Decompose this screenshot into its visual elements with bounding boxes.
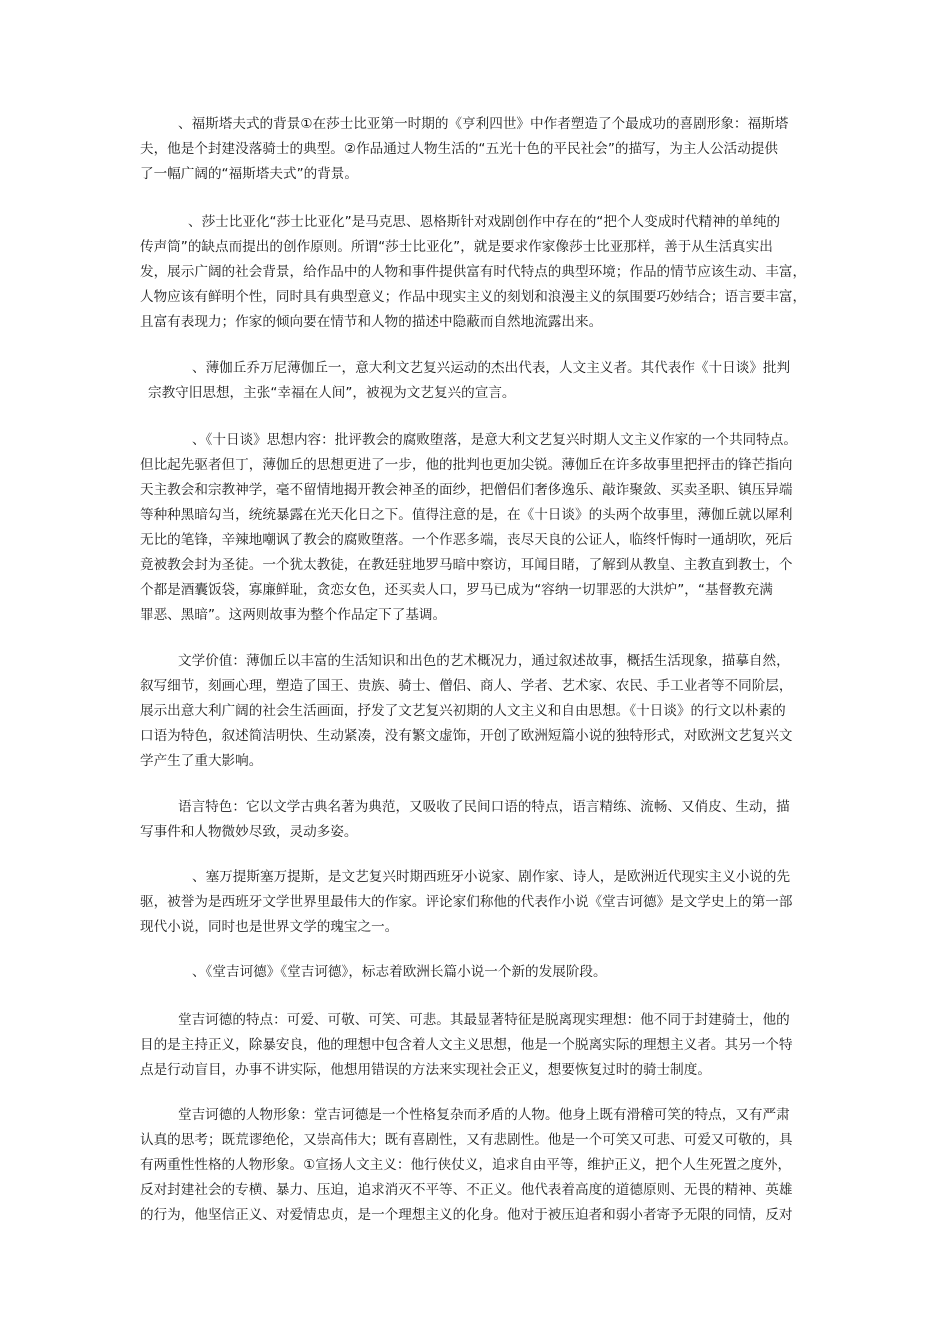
paragraph-literary-value xyxy=(140,649,793,774)
text-line: 个都是酒囊饭袋，寡廉鲜耻，贪恋女色，还买卖人口，罗马已成为“容纳一切罪恶的大洪炉”，“基督教充满 xyxy=(140,582,773,598)
paragraph-quixote-traits xyxy=(140,1008,793,1083)
text-line: 、薄伽丘乔万尼薄伽丘一，意大利文艺复兴运动的杰出代表，人文主义者。其代表作《十日谈》批判 xyxy=(192,360,791,376)
text-line: 夫，他是个封建没落骑士的典型。②作品通过人物生活的“五光十色的平民社会”的描写，为主人公活动提供 xyxy=(140,141,778,157)
text-line: 、塞万提斯塞万提斯，是文艺复兴时期西班牙小说家、剧作家、诗人，是欧洲近代现实主义小说的先 xyxy=(192,869,791,885)
text-line: 人物应该有鲜明个性，同时具有典型意义；作品中现实主义的刻划和浪漫主义的氛围要巧妙结合；语言要丰富， xyxy=(140,289,807,305)
text-line: 堂吉诃德的特点：可爱、可敬、可笑、可悲。其最显著特征是脱离现实理想：他不同于封建骑士，他的 xyxy=(178,1012,790,1028)
text-line: 但比起先驱者但丁，薄伽丘的思想更进了一步，他的批判也更加尖锐。薄伽丘在许多故事里把抨击的锋芒指向 xyxy=(140,457,793,473)
text-line: 传声筒”的缺点而提出的创作原则。所谓“莎士比亚化”，就是要求作家像莎士比亚那样，善于从生活真实出 xyxy=(140,239,773,255)
text-line: 竟被教会封为圣徒。一个犹太教徒，在教廷驻地罗马暗中察访，耳闻目睹，了解到从教皇、主教直到教士，个 xyxy=(140,557,793,573)
text-line: 展示出意大利广阔的社会生活画面，抒发了文艺复兴初期的人文主义和自由思想。《十日谈》的行文以朴素的 xyxy=(140,703,786,719)
text-line: 、《堂吉诃德》《堂吉诃德》，标志着欧洲长篇小说一个新的发展阶段。 xyxy=(192,964,607,980)
text-line: 、《十日谈》思想内容：批评教会的腐败堕落，是意大利文艺复兴时期人文主义作家的一个共同特点。 xyxy=(192,432,797,448)
paragraph-decameron-content xyxy=(140,428,797,628)
paragraph-shakespearization xyxy=(140,210,806,335)
text-line: 语言特色：它以文学古典名著为典范，又吸收了民间口语的特点，语言精练、流畅、又俏皮、生动，描 xyxy=(178,799,790,815)
text-line: 宗教守旧思想，主张“幸福在人间”，被视为文艺复兴的宣言。 xyxy=(148,385,516,401)
text-line: 堂吉诃德的人物形象：堂吉诃德是一个性格复杂而矛盾的人物。他身上既有滑稽可笑的特点，又有严肃 xyxy=(178,1107,790,1123)
text-line: 罪恶、黑暗”。这两则故事为整个作品定下了基调。 xyxy=(140,607,447,623)
text-line: 口语为特色，叙述简洁明快、生动紧凑，没有繁文虚饰，开创了欧洲短篇小说的独特形式，对欧洲文艺复兴文 xyxy=(140,728,793,744)
text-line: 、福斯塔夫式的背景①在莎士比亚第一时期的《亨利四世》中作者塑造了个最成功的喜剧形象：福斯塔 xyxy=(178,116,789,132)
paragraph-cervantes xyxy=(140,865,793,940)
text-line: 现代小说，同时也是世界文学的瑰宝之一。 xyxy=(140,919,399,935)
text-line: 天主教会和宗教神学，毫不留情地揭开教会神圣的面纱，把僧侣们奢侈逸乐、敲诈聚敛、买卖圣职、镇压异端 xyxy=(140,482,793,498)
paragraph-falstaff xyxy=(140,112,788,187)
text-line: 且富有表现力；作家的倾向要在情节和人物的描述中隐蔽而自然地流露出来。 xyxy=(140,314,603,330)
text-line: 等种种黑暗勾当，统统暴露在光天化日之下。值得注意的是，在《十日谈》的头两个故事里，薄伽丘就以犀利 xyxy=(140,507,793,523)
paragraph-language-features xyxy=(140,795,790,845)
text-line: 驱，被誉为是西班牙文学世界里最伟大的作家。评论家们称他的代表作小说《堂吉诃德》是文学史上的第一部 xyxy=(140,894,793,910)
text-line: 写事件和人物微妙尽致，灵动多姿。 xyxy=(140,824,358,840)
text-line: 、莎士比亚化“莎士比亚化”是马克思、恩格斯针对戏剧创作中存在的“把个人变成时代精神的单纯的 xyxy=(188,214,781,230)
paragraph-don-quixote xyxy=(140,960,607,985)
text-line: 学产生了重大影响。 xyxy=(140,753,263,769)
text-line: 的行为，他坚信正义、对爱情忠贞，是一个理想主义的化身。他对于被压迫者和弱小者寄予无限的同情，反对 xyxy=(140,1207,793,1223)
paragraph-quixote-image xyxy=(140,1103,793,1228)
text-line: 叙写细节，刻画心理，塑造了国王、贵族、骑士、僧侣、商人、学者、艺术家、农民、手工业者等不同阶层， xyxy=(140,678,793,694)
text-line: 认真的思考；既荒谬绝伦，又崇高伟大；既有喜剧性，又有悲剧性。他是一个可笑又可悲、可爱又可敬的，具 xyxy=(140,1132,793,1148)
text-line: 反对封建社会的专横、暴力、压迫，追求消灭不平等、不正义。他代表着高度的道德原则、无畏的精神、英雄 xyxy=(140,1182,793,1198)
text-line: 点是行动盲目，办事不讲实际，他想用错误的方法来实现社会正义，想要恢复过时的骑士制度。 xyxy=(140,1062,711,1078)
text-line: 目的是主持正义，除暴安良，他的理想中包含着人文主义思想，他是一个脱离实际的理想主义者。其另一个特 xyxy=(140,1037,793,1053)
text-line: 无比的笔锋，辛辣地嘲讽了教会的腐败堕落。一个作恶多端，丧尽天良的公证人，临终忏悔时一通胡吹，死后 xyxy=(140,532,793,548)
text-line: 发，展示广阔的社会背景，给作品中的人物和事件提供富有时代特点的典型环境；作品的情节应该生动、丰富， xyxy=(140,264,807,280)
text-line: 文学价值：薄伽丘以丰富的生活知识和出色的艺术概况力，通过叙述故事，概括生活现象，描摹自然， xyxy=(178,653,790,669)
text-line: 有两重性性格的人物形象。①宣扬人文主义：他行侠仗义，追求自由平等，维护正义，把个人生死置之度外， xyxy=(140,1157,792,1173)
paragraph-boccaccio xyxy=(140,356,790,406)
text-line: 了一幅广阔的“福斯塔夫式”的背景。 xyxy=(140,166,358,182)
